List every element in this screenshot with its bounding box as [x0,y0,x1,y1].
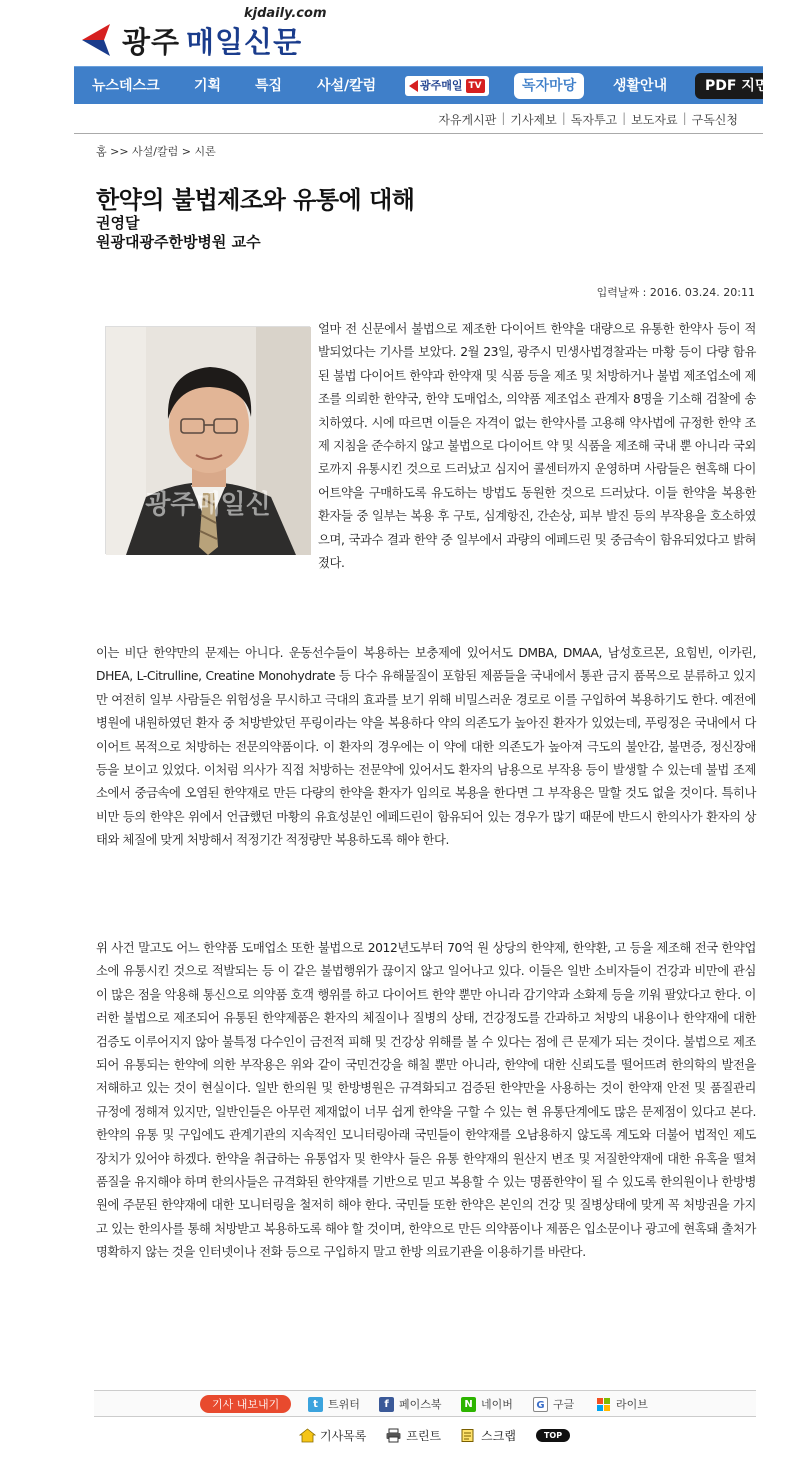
sub-menu [74,104,763,134]
submenu-free-board[interactable]: 자유게시판 [438,113,497,127]
sub-menu-items [433,111,743,128]
logo-text-part-2: 매일신문 [186,25,303,59]
paragraph-1-text: 얼마 전 신문에서 불법으로 제조한 다이어트 한약을 대량으로 유통한 한약사 등이 적발되었다는 기사를 보았다. 2월 23일, 광주시 민생사법경찰과는 마황 등이 다량 함유된 불법 다이어트 한약과 한약재 및 식품 등을 제조 및 처방하거나 불법 제조업소에 제조를 의뢰한 한약국, 한약 도매업소, 의약품 제조업소 관계자 8명을 기소해 검찰에 송치하였다. 시에 따르면 이들은 자격이 없는 한약사를 고용해 약사법에 규정한 한약 조제 지침을 준수하지 않고 불법으로 다이어트 약 및 식품을 제조해 국내 뿐 아니라 국외로까지 유통시킨 것으로 드러났고 심지어 콜센터까지 운영하며 사람들은 현혹해 다이어트약을 구매하도록 유도하는 방법도 동원한 것으로 드러났다. 이들 한약을 복용한 환자들 중 일부는 복용 후 구토, 심계항진, 간손상, 피부 발진 등의 부작용을 호소하였으며, 국과수 결과 한약 중 일부에서 과량의 에페드린 및 중금속이 함유되었다고 밝혀졌다. [318,322,756,571]
share-facebook[interactable] [379,1396,442,1412]
article-paragraph-1 [96,318,756,575]
photo-watermark: 광주매일신 [145,490,271,520]
submenu-press-release[interactable]: 보도자료 [631,113,678,127]
nav-item-reader[interactable]: 독자마당 [514,73,584,99]
submenu-reader-post[interactable]: 독자투고 [570,113,618,127]
facebook-icon: f [379,1397,394,1412]
site-logo[interactable] [82,6,342,62]
submenu-news-tip[interactable]: 기사제보 [510,113,557,127]
share-google[interactable] [533,1396,574,1412]
nav-item-editorial[interactable]: 사설/칼럼 [317,78,377,94]
nav-item-life[interactable]: 생활안내 [613,78,668,94]
site-domain: kjdaily.com [244,6,327,21]
share-bar [94,1390,756,1417]
scrap-icon [461,1429,476,1442]
naver-icon: N [461,1397,476,1412]
article-title: 한약의 불법제조와 유통에 대해 [96,186,415,214]
divider: | [501,111,506,125]
nav-item-newsdesk[interactable]: 뉴스데스크 [92,78,160,94]
live-icon [596,1397,611,1412]
top-label: TOP [536,1429,570,1442]
article-list-label: 기사목록 [320,1429,367,1443]
print-label: 프린트 [406,1429,442,1443]
main-nav [74,66,795,104]
logo-text-part-1: 광주 [122,25,181,59]
logo-text [122,20,302,61]
article-date: 입력날짜 : 2016. 03.24. 20:11 [596,286,755,299]
article-paragraph-2: 이는 비단 한약만의 문제는 아니다. 운동선수들이 복용하는 보충제에 있어서도 DMBA, DMAA, 남성호르몬, 요힘빈, 이카린, DHEA, L-Citrulline, Creatine Monohydrate 등 다수 유해물질이 포함된 제품들을 국내에서 통관 금지 품목으로 분류하고 있지만 여전히 일부 사람들은 위험성을 무시하고 극대의 효과를 보기 위해 비밀스러운 경로로 이를 구입하여 복용하기도 한다. 예전에 병원에 내원하였던 환자 중 처방받았던 푸링이라는 약을 복용하다 약의 의존도가 높아진 환자가 있었는데, 푸링정은 국내에서 다이어트 목적으로 처방하는 전문의약품이다. 이 환자의 경우에는 이 약에 대한 의존도가 높아져 극도의 불안감, 불면증, 정신장애 등을 보이고 있었다. 이처럼 의사가 직접 처방하는 전문약에 있어서도 환자의 남용으로 부작용 등이 발생할 수 있는데 불법 조제소에서 중금속에 오염된 한약재로 만든 다량의 한약을 환자가 임의로 복용을 한다면 그 부작용은 말할 것도 없을 것이다. 특히나 비만 등의 한약은 위에서 언급했던 마황의 유효성분인 에페드린이 함유되어 있는 경우가 많기 때문에 반드시 한의사가 환자의 상태와 체질에 맞게 처방해서 적정기간 적정량만 복용하도록 해야 한다. [96,646,756,848]
share-twitter[interactable] [308,1396,360,1412]
tv-name: 광주매일 [420,79,463,92]
share-twitter-label: 트위터 [328,1398,360,1411]
breadcrumb[interactable]: 홈 >> 사설/칼럼 > 시론 [96,145,216,158]
share-live[interactable] [596,1396,648,1412]
tv-logo [405,76,489,96]
tv-badge: TV [466,79,485,93]
twitter-icon: t [308,1397,323,1412]
scrap-label: 스크랩 [481,1429,516,1443]
print-button[interactable] [386,1427,441,1444]
article-paragraph-3: 위 사건 말고도 어느 한약품 도매업소 또한 불법으로 2012년도부터 70억 원 상당의 한약제, 한약환, 고 등을 제조해 전국 한약업소에 유통시킨 것으로 적발되는 등 이 같은 불법행위가 끊이지 않고 일어나고 있다. 이들은 일반 소비자들이 건강과 비만에 관심이 많은 점을 악용해 통신으로 의약품 호객 행위를 하고 다이어트 한약 뿐만 아니라 감기약과 소화제 등을 끼워 팔았다고 한다. 이러한 불법으로 제조되어 유통된 한약제품은 환자의 체질이나 질병의 상태, 건강정도를 간과하고 처방의 내용이나 한약재에 대한 검증도 이루어지지 않아 불특정 다수인이 금전적 피해 및 건강상 위해를 볼 수 있다는 점에 큰 문제가 되는 것이다. 불법으로 제조되어 유통되는 한약에 의한 부작용은 위와 같이 국민건강을 해칠 뿐만 아니라, 한약에 대한 신뢰도를 떨어뜨려 한의학의 발전을 저해하고 있는 것이 현실이다. 일반 한의원 및 한방병원은 규격화되고 검증된 한약만을 사용하는 것이 한약재 안전 및 품질관리 규정에 정해져 있지만, 일반인들은 아무런 제재없이 너무 쉽게 한약을 구할 수 있는 현 유통단계에도 많은 문제점이 있다고 본다. 한약의 유통 및 구입에도 관계기관의 지속적인 모니터링아래 국민들이 한약재를 오남용하지 않도록 계도와 더불어 법적인 제도 장치가 있어야 하겠다. 한약을 취급하는 유통업자 및 한약사 들은 유통 한약재의 원산지 변조 및 저질한약재에 대한 유혹을 떨쳐 품질을 유지해야 하며 한의사들은 규격화된 한약재를 기반으로 믿고 복용할 수 있는 명품한약이 될 수 있도록 한의원이나 한방병원에 주문된 한약재에 대한 모니터링을 철저히 해야 한다. 국민들 또한 한약은 본인의 건강 및 질병상태에 맞게 꼭 처방권을 가지고 있는 한의사를 통해 처방받고 복용하도록 해야 할 것이며, 한약으로 만든 의약품이나 제품은 입소문이나 광고에 현혹돼 출처가 명확하지 않는 것을 인터넷이나 전화 등으로 구입하지 말고 한방 의료기관을 이용하기를 바란다. [96,941,756,1260]
share-facebook-label: 페이스북 [399,1398,442,1411]
export-article-button[interactable]: 기사 내보내기 [200,1395,291,1413]
submenu-subscribe[interactable]: 구독신청 [691,113,738,127]
share-google-label: 구글 [553,1398,575,1411]
scroll-top-button[interactable] [536,1429,570,1442]
divider: | [561,111,566,125]
article-tools [300,1427,590,1444]
home-icon [300,1429,315,1442]
article-list-button[interactable] [300,1427,366,1444]
share-live-label: 라이브 [616,1398,648,1411]
nav-item-special[interactable]: 특집 [255,78,283,94]
nav-item-feature[interactable]: 기획 [194,78,222,94]
logo-mark-icon [82,22,112,58]
printer-icon [386,1429,401,1442]
divider: | [622,111,627,125]
author-title: 원광대광주한방병원 교수 [96,233,261,251]
tv-arrow-icon [409,80,418,92]
nav-item-tv[interactable] [405,67,489,105]
divider: | [682,111,687,125]
pdf-view-button[interactable]: PDF 지면보기 [695,73,763,99]
share-naver-label: 네이버 [481,1398,513,1411]
author-name: 권영달 [96,214,140,232]
google-icon: G [533,1397,548,1412]
share-naver[interactable] [461,1396,513,1412]
scrap-button[interactable] [461,1427,516,1444]
photo-spacer [96,318,318,559]
